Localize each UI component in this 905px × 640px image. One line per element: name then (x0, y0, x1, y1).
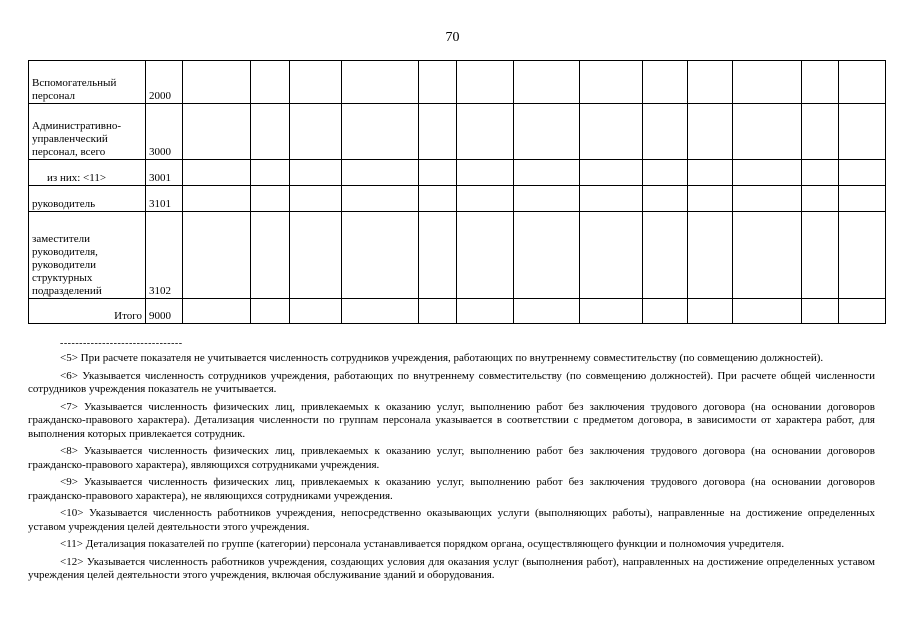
staff-table (28, 60, 886, 324)
footnote-8: <8> Указывается численность физических лиц, привлекаемых к оказанию услуг, выполнению работ без заключения трудового договора (на основании договоров гражданско-правового характера), являющихся сотрудниками учреждения. (28, 445, 875, 471)
footnote-separator: -------------------------------- (60, 338, 183, 349)
footnote-12: <12> Указывается численность работников учреждения, создающих условия для оказания услуг (выполнения работ), направленных на достижение определенных уставом учреждения целей деятельности этого учреждения, включая обслуживание зданий и оборудования. (28, 555, 875, 581)
footnote-7: <7> Указывается численность физических лиц, привлекаемых к оказанию услуг, выполнению работ без заключения трудового договора (на основании договоров гражданско-правового характера). Детализация численности по группам персонала указывается в соответствии с предметом договора, в зависимости от характера работ, для выполнения которых привлекается сотрудник. (28, 400, 875, 440)
row-code: 3101 (146, 186, 183, 212)
table-row (29, 212, 886, 299)
table-row (29, 61, 886, 104)
row-code: 9000 (146, 299, 183, 324)
row-label: из них: <11> (29, 160, 146, 186)
row-label: руководитель (29, 186, 146, 212)
row-label: заместители руководителя, руководители структурных подразделений (29, 212, 146, 299)
footnote-5: <5> При расчете показателя не учитывается численность сотрудников учреждения, работающих по внутреннему совместительству (по совмещению должностей). (60, 352, 824, 364)
row-code: 2000 (146, 61, 183, 104)
footnote-6: <6> Указывается численность сотрудников учреждения, работающих по внутреннему совместительству (по совмещению должностей). При расчете общей численности сотрудников учреждения показатель не учитывается. (28, 369, 875, 395)
row-code: 3001 (146, 160, 183, 186)
table-row-total (29, 299, 886, 324)
table-row (29, 160, 886, 186)
row-label: Вспомогательный персонал (29, 61, 146, 104)
row-code: 3102 (146, 212, 183, 299)
footnote-10: <10> Указывается численность работников учреждения, непосредственно оказывающих услуги (выполняющих работы), направленные на достижение определенных уставом учреждения целей деятельности этого учреждения. (28, 507, 875, 533)
row-label: Итого (29, 299, 146, 324)
footnote-9: <9> Указывается численность физических лиц, привлекаемых к оказанию услуг, выполнению работ без заключения трудового договора (на основании договоров гражданско-правового характера), не являющихся сотрудниками учреждения. (28, 476, 875, 502)
table-row (29, 186, 886, 212)
footnote-11: <11> Детализация показателей по группе (категории) персонала устанавливается порядком органа, осуществляющего функции и полномочия учредителя. (60, 538, 785, 550)
footnotes (28, 352, 875, 587)
page-number: 70 (445, 30, 460, 45)
row-code: 3000 (146, 104, 183, 160)
row-label: Административно-управленческий персонал, всего (29, 104, 146, 160)
table-row (29, 104, 886, 160)
